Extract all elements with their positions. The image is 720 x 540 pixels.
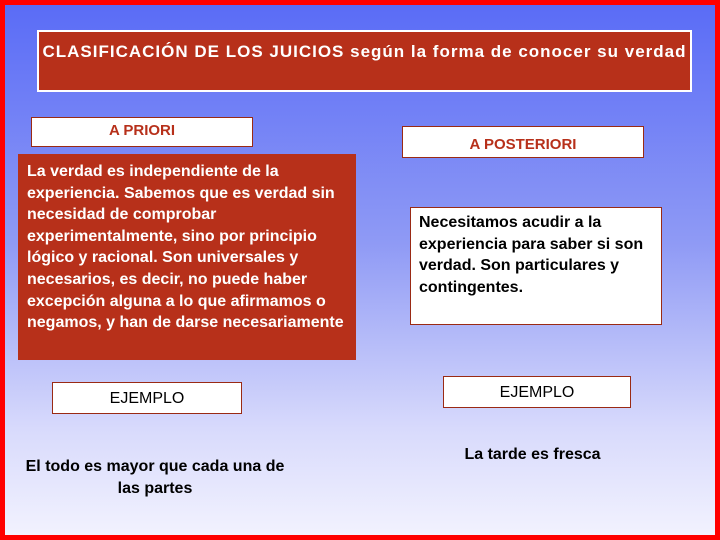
a-priori-example-label bbox=[52, 382, 242, 414]
a-posteriori-example-text: La tarde es fresca bbox=[464, 446, 601, 463]
a-posteriori-example-label-text: EJEMPLO bbox=[499, 384, 575, 401]
a-posteriori-description: Necesitamos acudir a la experiencia para saber si son verdad. Son particulares y contingentes. bbox=[410, 207, 662, 325]
page-title bbox=[37, 30, 692, 92]
a-priori-example-text: El todo es mayor que cada una de las partes bbox=[25, 458, 285, 497]
a-priori-label bbox=[31, 117, 253, 147]
a-priori-description: La verdad es independiente de la experiencia. Sabemos que es verdad sin necesidad de comprobar experimentalmente, sino por principio lógico y racional. Son universales y necesarios, es decir, no puede haber excepción alguna a lo que afirmamos o negamos, y han de darse necesariamente bbox=[18, 154, 356, 360]
title-text: CLASIFICACIÓN DE LOS JUICIOS según la forma de conocer su verdad bbox=[42, 42, 687, 61]
a-priori-example-label-text: EJEMPLO bbox=[109, 390, 185, 407]
a-priori-label-text: A PRIORI bbox=[108, 122, 176, 139]
a-posteriori-example-label bbox=[443, 376, 631, 408]
a-posteriori-label bbox=[402, 126, 644, 158]
a-posteriori-label-text: A POSTERIORI bbox=[469, 136, 577, 153]
